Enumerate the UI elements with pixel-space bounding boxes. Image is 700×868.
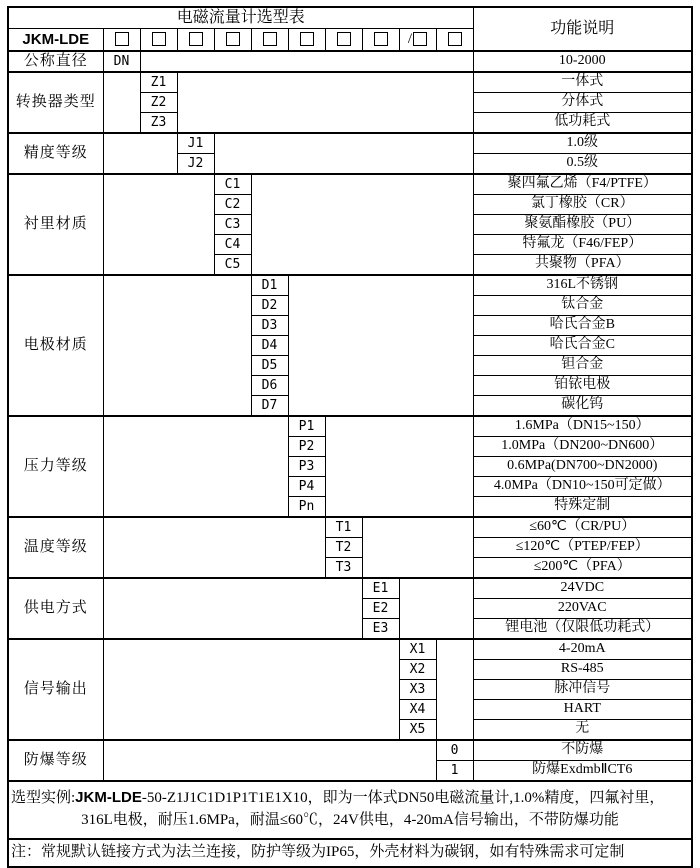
empty-span-right-converter bbox=[177, 72, 473, 133]
code-cell-d4: D4 bbox=[251, 336, 288, 356]
empty-span-left-explosion bbox=[103, 740, 436, 781]
model-prefix: JKM-LDE bbox=[8, 29, 103, 52]
example-line-1 bbox=[11, 787, 689, 810]
code-cell-j1: J1 bbox=[177, 133, 214, 154]
code-cell-c1: C1 bbox=[214, 174, 251, 195]
desc-c1: 聚四氟乙烯（F4/PTFE） bbox=[473, 174, 692, 195]
empty-span-left-lining bbox=[103, 174, 214, 275]
code-cell-d2: D2 bbox=[251, 296, 288, 316]
note-row bbox=[8, 839, 692, 868]
selection-table bbox=[7, 6, 693, 868]
desc-pn: 特殊定制 bbox=[473, 497, 692, 518]
checkbox[interactable] bbox=[152, 32, 166, 46]
code-cell-d7: D7 bbox=[251, 396, 288, 417]
spec-row-dn bbox=[8, 51, 692, 72]
desc-p1: 1.6MPa（DN15~150） bbox=[473, 416, 692, 437]
code-cell-z1: Z1 bbox=[140, 72, 177, 93]
model-checkbox-cell-8 bbox=[362, 29, 399, 52]
empty-span-right-diameter bbox=[140, 51, 473, 72]
desc-z1: 一体式 bbox=[473, 72, 692, 93]
empty-span-right-signal bbox=[436, 639, 473, 740]
desc-x2: RS-485 bbox=[473, 660, 692, 680]
checkbox[interactable] bbox=[337, 32, 351, 46]
spec-row-z1 bbox=[8, 72, 692, 93]
desc-d2: 钛合金 bbox=[473, 296, 692, 316]
code-cell-0: 0 bbox=[436, 740, 473, 761]
model-checkbox-cell-7 bbox=[325, 29, 362, 52]
desc-x3: 脉冲信号 bbox=[473, 680, 692, 700]
desc-x1: 4-20mA bbox=[473, 639, 692, 660]
example-model-code: JKM-LDE bbox=[75, 789, 142, 806]
example-prefix: 选型实例: bbox=[11, 790, 76, 806]
desc-p2: 1.0MPa（DN200~DN600） bbox=[473, 437, 692, 457]
desc-d3: 哈氏合金B bbox=[473, 316, 692, 336]
group-label-pressure: 压力等级 bbox=[8, 416, 103, 517]
code-cell-d1: D1 bbox=[251, 275, 288, 296]
code-cell-p2: P2 bbox=[288, 437, 325, 457]
group-label-explosion: 防爆等级 bbox=[8, 740, 103, 781]
code-cell-t2: T2 bbox=[325, 538, 362, 558]
code-cell-pn: Pn bbox=[288, 497, 325, 518]
group-label-power: 供电方式 bbox=[8, 578, 103, 639]
note-text: 注：常规默认链接方式为法兰连接，防护等级为IP65，外壳材料为碳钢，如有特殊需求可定制 bbox=[8, 839, 692, 868]
code-cell-1: 1 bbox=[436, 761, 473, 782]
code-cell-d3: D3 bbox=[251, 316, 288, 336]
empty-span-left-temperature bbox=[103, 517, 325, 578]
desc-d5: 钽合金 bbox=[473, 356, 692, 376]
model-checkbox-cell-2 bbox=[140, 29, 177, 52]
code-cell-c3: C3 bbox=[214, 215, 251, 235]
empty-span-left-power bbox=[103, 578, 362, 639]
spec-row-d1 bbox=[8, 275, 692, 296]
group-label-signal: 信号输出 bbox=[8, 639, 103, 740]
desc-e2: 220VAC bbox=[473, 599, 692, 619]
code-cell-x1: X1 bbox=[399, 639, 436, 660]
checkbox[interactable] bbox=[189, 32, 203, 46]
desc-d6: 铂铱电极 bbox=[473, 376, 692, 396]
checkbox[interactable] bbox=[413, 32, 427, 46]
code-cell-p1: P1 bbox=[288, 416, 325, 437]
desc-d4: 哈氏合金C bbox=[473, 336, 692, 356]
desc-x5: 无 bbox=[473, 720, 692, 741]
desc-z3: 低功耗式 bbox=[473, 113, 692, 134]
desc-t3: ≤200℃（PFA） bbox=[473, 558, 692, 579]
code-cell-c4: C4 bbox=[214, 235, 251, 255]
function-column-header: 功能说明 bbox=[473, 7, 692, 51]
model-checkbox-cell-9 bbox=[399, 29, 436, 52]
empty-span-right-power bbox=[399, 578, 473, 639]
title-row bbox=[8, 7, 692, 29]
model-checkbox-cell-10 bbox=[436, 29, 473, 52]
checkbox[interactable] bbox=[115, 32, 129, 46]
code-cell-j2: J2 bbox=[177, 154, 214, 175]
checkbox[interactable] bbox=[374, 32, 388, 46]
code-cell-x3: X3 bbox=[399, 680, 436, 700]
desc-c4: 特氟龙（F46/FEP） bbox=[473, 235, 692, 255]
desc-c2: 氯丁橡胶（CR） bbox=[473, 195, 692, 215]
spec-row-p1 bbox=[8, 416, 692, 437]
desc-x4: HART bbox=[473, 700, 692, 720]
empty-span-right-lining bbox=[251, 174, 473, 275]
code-cell-z2: Z2 bbox=[140, 93, 177, 113]
code-cell-e3: E3 bbox=[362, 619, 399, 640]
checkbox[interactable] bbox=[300, 32, 314, 46]
group-label-electrode: 电极材质 bbox=[8, 275, 103, 416]
desc-t2: ≤120℃（PTEP/FEP） bbox=[473, 538, 692, 558]
model-checkbox-cell-5 bbox=[251, 29, 288, 52]
code-cell-e2: E2 bbox=[362, 599, 399, 619]
desc-d1: 316L不锈钢 bbox=[473, 275, 692, 296]
model-checkbox-cell-4 bbox=[214, 29, 251, 52]
code-cell-x4: X4 bbox=[399, 700, 436, 720]
group-label-temperature: 温度等级 bbox=[8, 517, 103, 578]
desc-t1: ≤60℃（CR/PU） bbox=[473, 517, 692, 538]
checkbox[interactable] bbox=[448, 32, 462, 46]
desc-1: 防爆ExdmbⅡCT6 bbox=[473, 761, 692, 782]
spec-row-t1 bbox=[8, 517, 692, 538]
code-cell-t3: T3 bbox=[325, 558, 362, 579]
code-cell-p3: P3 bbox=[288, 457, 325, 477]
desc-j2: 0.5级 bbox=[473, 154, 692, 175]
desc-j1: 1.0级 bbox=[473, 133, 692, 154]
example-line-2: 316L电极，耐压1.6MPa，耐温≤60℃，24V供电，4-20mA信号输出，不带防爆功能 bbox=[81, 811, 619, 828]
desc-e1: 24VDC bbox=[473, 578, 692, 599]
code-cell-z3: Z3 bbox=[140, 113, 177, 134]
group-label-converter: 转换器类型 bbox=[8, 72, 103, 133]
group-label-accuracy: 精度等级 bbox=[8, 133, 103, 174]
desc-dn: 10-2000 bbox=[473, 51, 692, 72]
desc-c5: 共聚物（PFA） bbox=[473, 255, 692, 276]
desc-p4: 4.0MPa（DN10~150可定做） bbox=[473, 477, 692, 497]
spec-row-e1 bbox=[8, 578, 692, 599]
desc-z2: 分体式 bbox=[473, 93, 692, 113]
empty-span-left-electrode bbox=[103, 275, 251, 416]
checkbox[interactable] bbox=[263, 32, 277, 46]
empty-span-left-converter bbox=[103, 72, 140, 133]
spec-row-0 bbox=[8, 740, 692, 761]
slash-separator: / bbox=[407, 30, 413, 47]
empty-span-right-electrode bbox=[288, 275, 473, 416]
desc-0: 不防爆 bbox=[473, 740, 692, 761]
code-cell-p4: P4 bbox=[288, 477, 325, 497]
code-cell-c2: C2 bbox=[214, 195, 251, 215]
model-checkbox-cell-1 bbox=[103, 29, 140, 52]
desc-e3: 锂电池（仅限低功耗式） bbox=[473, 619, 692, 640]
desc-d7: 碳化钨 bbox=[473, 396, 692, 417]
spec-row-x1 bbox=[8, 639, 692, 660]
empty-span-left-accuracy bbox=[103, 133, 177, 174]
empty-span-right-accuracy bbox=[214, 133, 473, 174]
model-checkbox-cell-3 bbox=[177, 29, 214, 52]
desc-c3: 聚氨酯橡胶（PU） bbox=[473, 215, 692, 235]
desc-p3: 0.6MPa(DN700~DN2000) bbox=[473, 457, 692, 477]
empty-span-left-pressure bbox=[103, 416, 288, 517]
model-checkbox-cell-6 bbox=[288, 29, 325, 52]
empty-span-right-pressure bbox=[325, 416, 473, 517]
code-cell-t1: T1 bbox=[325, 517, 362, 538]
group-label-diameter: 公称直径 bbox=[8, 51, 103, 72]
code-cell-x2: X2 bbox=[399, 660, 436, 680]
code-cell-d5: D5 bbox=[251, 356, 288, 376]
example-line-1-rest: -50-Z1J1C1D1P1T1E1X10，即为一体式DN50电磁流量计,1.0%精度，四氟衬里， bbox=[141, 790, 665, 806]
spec-row-j1 bbox=[8, 133, 692, 154]
empty-span-left-signal bbox=[103, 639, 399, 740]
spec-row-c1 bbox=[8, 174, 692, 195]
code-cell-c5: C5 bbox=[214, 255, 251, 276]
page-title: 电磁流量计选型表 bbox=[8, 7, 473, 29]
code-cell-e1: E1 bbox=[362, 578, 399, 599]
checkbox[interactable] bbox=[226, 32, 240, 46]
group-label-lining: 衬里材质 bbox=[8, 174, 103, 275]
code-cell-x5: X5 bbox=[399, 720, 436, 741]
code-cell-dn: DN bbox=[103, 51, 140, 72]
code-cell-d6: D6 bbox=[251, 376, 288, 396]
empty-span-right-temperature bbox=[362, 517, 473, 578]
